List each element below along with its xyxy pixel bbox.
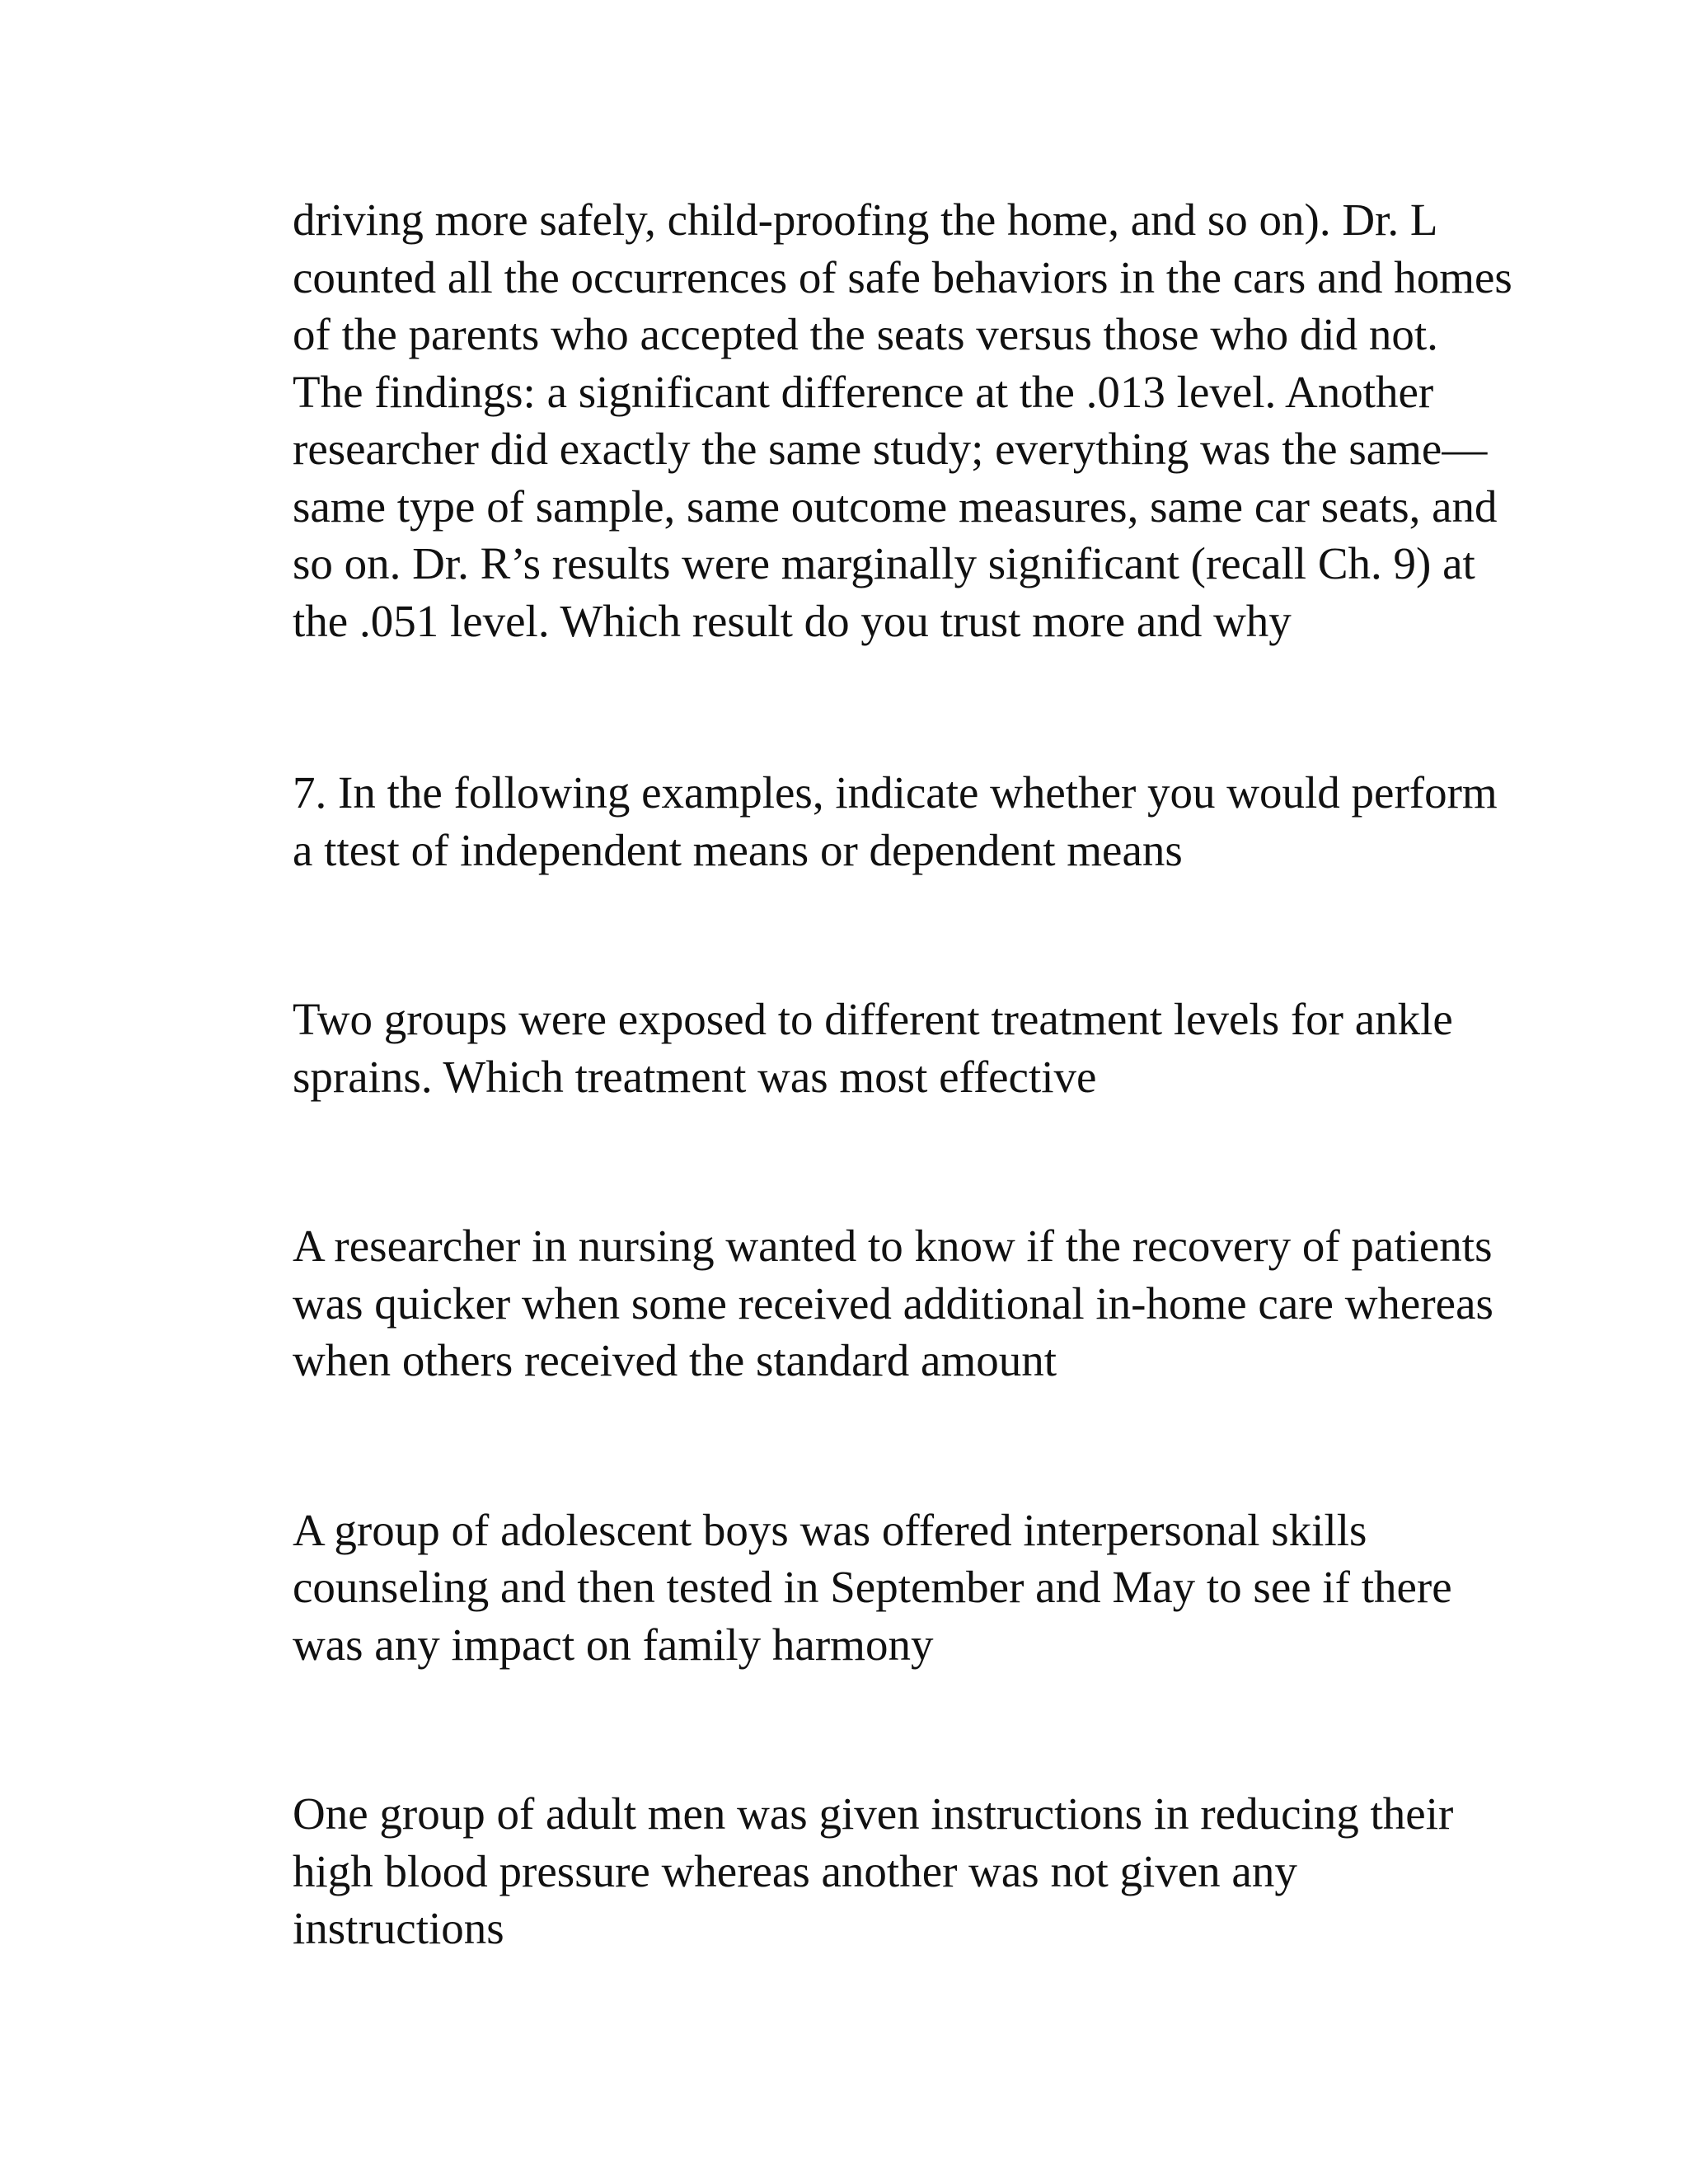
example-nursing-recovery (293, 1217, 1493, 1390)
text-line: was quicker when some received additional in-home care whereas (293, 1277, 1493, 1329)
text-line: instructions (293, 1903, 504, 1953)
text-line: The findings: a significant difference at the .013 level. Another (293, 366, 1434, 417)
text-line: sprains. Which treatment was most effective (293, 1051, 1097, 1102)
text-line: Two groups were exposed to different treatment levels for ankle (293, 994, 1453, 1044)
text-line: counseling and then tested in September and May to see if there (293, 1562, 1452, 1612)
text-line: same type of sample, same outcome measures, same car seats, and (293, 480, 1498, 532)
text-line: researcher did exactly the same study; everything was the same— (293, 424, 1488, 474)
example-adolescent-counseling (293, 1502, 1488, 1674)
document-body (293, 191, 1512, 1957)
text-line: when others received the standard amount (293, 1335, 1057, 1385)
text-line: a ttest of independent means or dependent means (293, 824, 1183, 875)
text-line: counted all the occurrences of safe behaviors in the cars and homes (293, 251, 1512, 302)
text-line: high blood pressure whereas another was not given any (293, 1845, 1297, 1896)
text-line: of the parents who accepted the seats versus those who did not. (293, 309, 1438, 359)
text-line: 7. In the following examples, indicate whether you would perform (293, 767, 1498, 818)
example-blood-pressure (293, 1785, 1488, 1957)
text-line: driving more safely, child-proofing the home, and so on). Dr. L (293, 194, 1438, 245)
text-line: A group of adolescent boys was offered interpersonal skills (293, 1504, 1367, 1555)
text-line: A researcher in nursing wanted to know if the recovery of patients (293, 1221, 1493, 1271)
text-line: was any impact on family harmony (293, 1619, 934, 1670)
text-line: the .051 level. Which result do you trust more and why (293, 595, 1292, 646)
example-ankle-sprains (293, 991, 1488, 1105)
question-7-heading (293, 764, 1498, 879)
paragraph-car-seat-study (293, 191, 1512, 649)
text-line: so on. Dr. R’s results were marginally significant (recall Ch. 9) at (293, 538, 1475, 588)
text-line: One group of adult men was given instructions in reducing their (293, 1788, 1454, 1839)
